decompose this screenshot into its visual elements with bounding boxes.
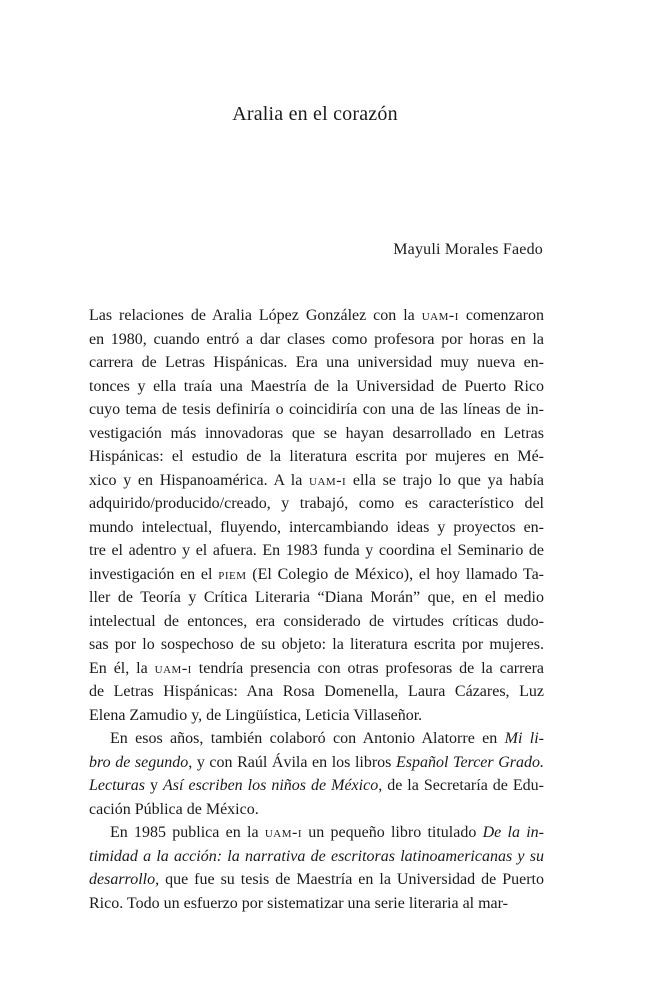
text-line [89,516,544,540]
text-line [89,469,544,493]
text-run: En 1985 publica en la [110,824,265,841]
text-line [89,704,544,728]
text-run: sas por lo sospechoso de su objeto: la literatura escrita por mujeres. [89,636,544,653]
text-line [89,375,544,399]
text-line [89,751,544,775]
text-run: En esos años, también colaboró con Antonio Alatorre en [110,730,505,747]
text-run: En él, la [89,659,155,677]
text-run: de Letras Hispánicas: Ana Rosa Domenella, Laura Cázares, Luz [89,683,544,700]
text-line [89,868,544,892]
small-caps-text: uam-i [154,659,192,677]
text-run: Elena Zamudio y, de Lingüística, Leticia Villaseñor. [89,706,423,724]
text-run: Las relaciones de Aralia López González con la [89,307,422,324]
text-line [89,586,544,610]
text-line [89,633,544,657]
text-run: adquirido/producido/creado, y trabajó, como es característico del [89,495,544,512]
body-text [89,304,544,915]
text-run: (El Colegio de México), el hoy llamado Ta- [246,565,544,583]
small-caps-text: piem [218,565,247,583]
text-run: carrera de Letras Hispánicas. Era una universidad muy nueva en- [89,354,544,371]
text-run: investigación en el [89,565,219,583]
text-line [89,492,544,516]
text-line [89,610,544,634]
text-line [89,727,544,751]
text-run: un pequeño libro titulado [302,824,483,841]
chapter-title: Aralia en el corazón [232,103,398,125]
small-caps-text: uam-i [309,471,347,489]
italic-text: Español Tercer Grado. [396,753,544,771]
text-line [89,539,544,563]
text-line [89,892,544,916]
text-line [89,351,544,375]
text-run: , que fue su tesis de Maestría en la Universidad de Puerto [155,871,544,888]
text-run: mundo intelectual, fluyendo, intercambiando ideas y proyectos en- [89,518,544,536]
italic-text: timidad a la acción: la narrativa de escritoras latinoamericanas y su [89,847,544,865]
text-line [89,422,544,446]
text-run: ella se trajo lo que ya había [346,471,545,489]
text-run: intelectual de entonces, era considerado de virtudes críticas dudo- [89,612,544,630]
text-run: cuyo tema de tesis definiría o coincidiría con una de las líneas de in- [89,401,544,418]
paragraph [89,304,544,727]
text-run: comenzaron [458,307,544,324]
text-run: tonces y ella traía una Maestría de la Universidad de Puerto Rico [89,377,544,395]
text-run: , de la Secretaría de Edu- [378,777,545,794]
italic-text: desarrollo [89,871,156,888]
small-caps-text: uam-i [421,307,459,324]
author-name: Mayuli Morales Faedo [393,241,543,258]
italic-text: Así escriben los niños de México [163,777,379,794]
text-run: tendría presencia con otras profesoras de la carrera [191,659,544,677]
text-run: xico y en Hispanoamérica. A la [89,471,310,489]
small-caps-text: uam-i [264,824,302,841]
text-line [89,398,544,422]
italic-text: Lecturas [89,777,145,794]
text-run: en 1980, cuando entró a dar clases como profesora por horas en la [89,330,544,348]
italic-text: bro de segundo [89,753,189,771]
text-run: y [145,777,164,794]
paragraph [89,727,544,821]
italic-text: Mi li- [504,730,544,747]
text-run: , y con Raúl Ávila en los libros [188,753,396,771]
text-run: tre el adentro y el afuera. En 1983 funda y coordina el Seminario de [89,542,544,559]
text-line [89,563,544,587]
text-run: ller de Teoría y Crítica Literaria “Diana Morán” que, en el medio [89,589,544,606]
text-line [89,821,544,845]
italic-text: De la in- [482,824,545,841]
paragraph [89,821,544,915]
text-line [89,680,544,704]
text-run: vestigación más innovadoras que se hayan desarrollado en Letras [89,424,544,442]
text-line [89,445,544,469]
text-line [89,774,544,798]
text-run: Hispánicas: el estudio de la literatura escrita por mujeres en Mé- [89,448,544,465]
text-line [89,304,544,328]
text-line [89,798,544,822]
text-run: cación Pública de México. [89,800,259,818]
text-run: Rico. Todo un esfuerzo por sistematizar una serie literaria al mar- [89,894,508,912]
text-line [89,328,544,352]
text-line [89,657,544,681]
text-line [89,845,544,869]
